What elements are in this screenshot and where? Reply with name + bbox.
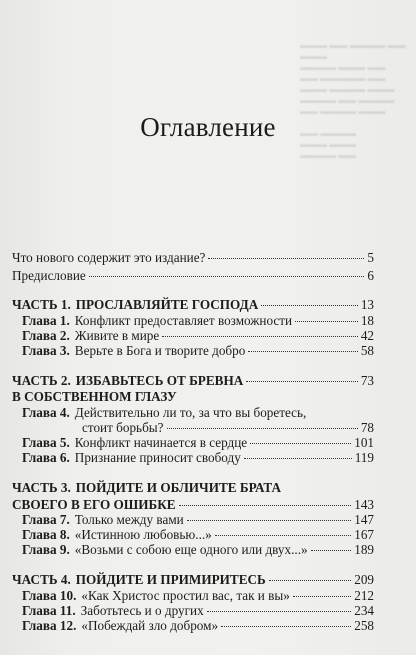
dot-leader <box>221 626 351 627</box>
toc-chapter-9 <box>22 542 374 557</box>
chapter-page: 18 <box>360 313 374 328</box>
chapter-title: Верьте в Бога и творите добро <box>74 343 246 358</box>
dot-leader <box>250 443 351 444</box>
page-title: Оглавление <box>140 112 276 142</box>
chapter-label: Глава 6. <box>22 450 70 465</box>
chapter-label: Глава 12. <box>22 618 77 633</box>
chapter-label: Глава 4. <box>22 405 70 420</box>
entry-page: 6 <box>367 268 374 283</box>
chapter-page: 78 <box>360 420 374 435</box>
chapter-page: 167 <box>354 527 374 542</box>
toc-chapter-1 <box>22 313 374 328</box>
chapter-page: 101 <box>354 435 374 450</box>
chapter-title: Заботьтесь и о других <box>80 603 204 618</box>
chapter-page: 119 <box>354 450 374 465</box>
chapter-page: 147 <box>354 512 374 527</box>
chapter-page: 58 <box>360 343 374 358</box>
toc-entry-preface <box>12 268 374 283</box>
toc-part-4 <box>12 572 374 587</box>
chapter-title: Конфликт предоставляет возможности <box>74 313 293 328</box>
part-label: ЧАСТЬ 1. <box>12 297 71 312</box>
toc-part-1 <box>12 297 374 312</box>
part-label: ЧАСТЬ 3. <box>12 480 71 495</box>
entry-page: 5 <box>367 250 374 265</box>
dot-leader <box>89 276 365 277</box>
chapter-title: Признание приносит свободу <box>74 450 241 465</box>
chapter-title: Конфликт начинается в сердце <box>74 435 248 450</box>
dot-leader <box>167 428 358 429</box>
chapter-page: 212 <box>354 588 374 603</box>
toc-chapter-5 <box>22 435 374 450</box>
toc-chapter-8 <box>22 527 374 542</box>
toc-chapter-3 <box>22 343 374 358</box>
part-page: 13 <box>360 297 374 312</box>
part-label: ЧАСТЬ 2. <box>12 373 71 388</box>
entry-text: Предисловие <box>12 268 86 283</box>
chapter-title: Живите в мире <box>74 328 160 343</box>
dot-leader <box>215 535 351 536</box>
chapter-label: Глава 5. <box>22 435 70 450</box>
show-through-text: ▬▬▬ ▬▬ ▬▬▬▬ ▬▬ ▬▬▬ ▬▬▬▬ ▬▬▬ ▬▬ ▬▬ ▬▬▬▬▬ ▬▬ ▬▬▬ ▬▬▬▬ ▬▬▬ ▬▬▬▬ ▬▬ ▬▬▬▬ ▬▬ ▬▬▬▬ ▬▬▬ ▬▬ ▬▬▬▬ ▬▬▬ ▬▬▬ ▬▬▬▬ ▬▬ <box>300 40 406 160</box>
part-title: ПОЙДИТЕ И ПРИМИРИТЕСЬ <box>75 572 266 587</box>
chapter-label: Глава 7. <box>22 512 70 527</box>
chapter-label: Глава 2. <box>22 328 70 343</box>
part-label: ЧАСТЬ 4. <box>12 572 71 587</box>
dot-leader <box>187 520 351 521</box>
dot-leader <box>295 321 358 322</box>
chapter-label: Глава 3. <box>22 343 70 358</box>
entry-text: Что нового содержит это издание? <box>12 250 206 265</box>
chapter-label: Глава 10. <box>22 588 77 603</box>
dot-leader <box>244 458 352 459</box>
dot-leader <box>311 550 352 551</box>
chapter-page: 234 <box>354 603 374 618</box>
dot-leader <box>246 381 358 382</box>
part-title-continuation: В СОБСТВЕННОМ ГЛАЗУ <box>12 389 177 404</box>
toc-chapter-7 <box>22 512 374 527</box>
dot-leader <box>179 505 352 506</box>
part-page: 73 <box>360 373 374 388</box>
toc-chapter-12 <box>22 618 374 633</box>
chapter-label: Глава 1. <box>22 313 70 328</box>
dot-leader <box>261 305 358 306</box>
chapter-title: «Возьми с собою еще одного или двух...» <box>74 542 308 557</box>
chapter-title: «Как Христос простил вас, так и вы» <box>81 588 290 603</box>
chapter-title: «Истинною любовью...» <box>74 527 212 542</box>
dot-leader <box>293 596 351 597</box>
chapter-title: Только между вами <box>74 512 184 527</box>
chapter-label: Глава 8. <box>22 527 70 542</box>
dot-leader <box>162 336 358 337</box>
part-page: 143 <box>354 497 374 512</box>
dot-leader <box>207 611 352 612</box>
toc-part-3 <box>12 480 374 495</box>
chapter-label: Глава 9. <box>22 542 70 557</box>
chapter-page: 258 <box>354 618 374 633</box>
toc-chapter-4 <box>22 405 374 420</box>
chapter-title-continuation: стоит борьбы? <box>82 420 164 435</box>
dot-leader <box>248 351 357 352</box>
part-title-continuation: СВОЕГО В ЕГО ОШИБКЕ <box>12 497 176 512</box>
part-title: ИЗБАВЬТЕСЬ ОТ БРЕВНА <box>75 373 244 388</box>
toc-chapter-6 <box>22 450 374 465</box>
toc-part-3-continued <box>12 497 374 512</box>
part-page: 209 <box>354 572 374 587</box>
toc-chapter-4-continued <box>82 420 374 435</box>
chapter-page: 189 <box>354 542 374 557</box>
toc-chapter-2 <box>22 328 374 343</box>
toc-chapter-10 <box>22 588 374 603</box>
chapter-title: «Побеждай зло добром» <box>81 618 219 633</box>
toc-part-2 <box>12 373 374 388</box>
toc-entry-whats-new <box>12 250 374 265</box>
dot-leader <box>208 258 364 259</box>
dot-leader <box>269 580 351 581</box>
toc-chapter-11 <box>22 603 374 618</box>
chapter-label: Глава 11. <box>22 603 76 618</box>
chapter-title: Действительно ли то, за что вы боретесь, <box>74 405 307 420</box>
part-title: ПОЙДИТЕ И ОБЛИЧИТЕ БРАТА <box>75 480 281 495</box>
chapter-page: 42 <box>360 328 374 343</box>
part-title: ПРОСЛАВЛЯЙТЕ ГОСПОДА <box>75 297 259 312</box>
